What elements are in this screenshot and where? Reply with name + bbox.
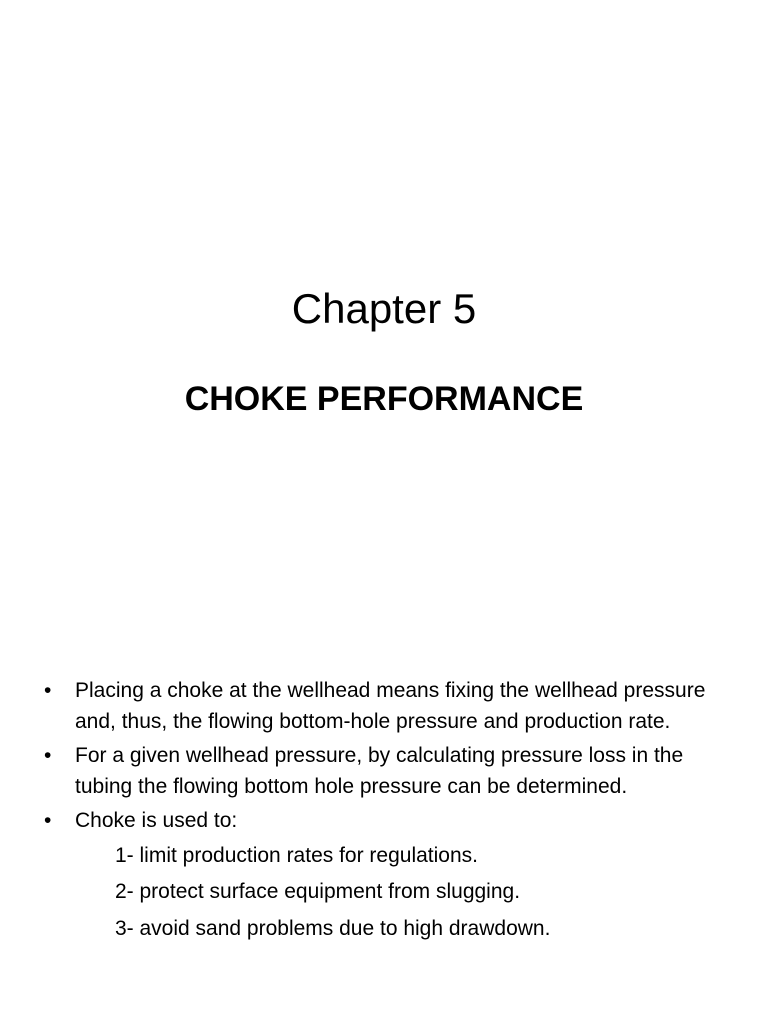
bullet-text: Choke is used to: (75, 809, 238, 832)
sub-list (44, 841, 724, 945)
bullet-item (44, 806, 724, 944)
bullet-item (44, 676, 724, 737)
bullet-text: For a given wellhead pressure, by calculating pressure loss in the tubing the flowing bottom hole pressure can be determined. (75, 744, 684, 798)
bullet-list (44, 676, 724, 950)
bullet-icon: • (44, 809, 52, 832)
bullet-item (44, 741, 724, 802)
chapter-subtitle: CHOKE PERFORMANCE (184, 380, 584, 418)
sub-list-item: 2- protect surface equipment from slugging. (115, 880, 521, 903)
bullet-icon: • (44, 744, 52, 767)
sub-list-item: 1- limit production rates for regulations. (115, 843, 478, 867)
bullet-text: Placing a choke at the wellhead means fixing the wellhead pressure and, thus, the flowing bottom-hole pressure and production rate. (75, 679, 706, 733)
bullet-icon: • (44, 679, 52, 702)
sub-list-item: 3- avoid sand problems due to high drawdown. (115, 916, 551, 940)
chapter-title: Chapter 5 (291, 285, 477, 332)
